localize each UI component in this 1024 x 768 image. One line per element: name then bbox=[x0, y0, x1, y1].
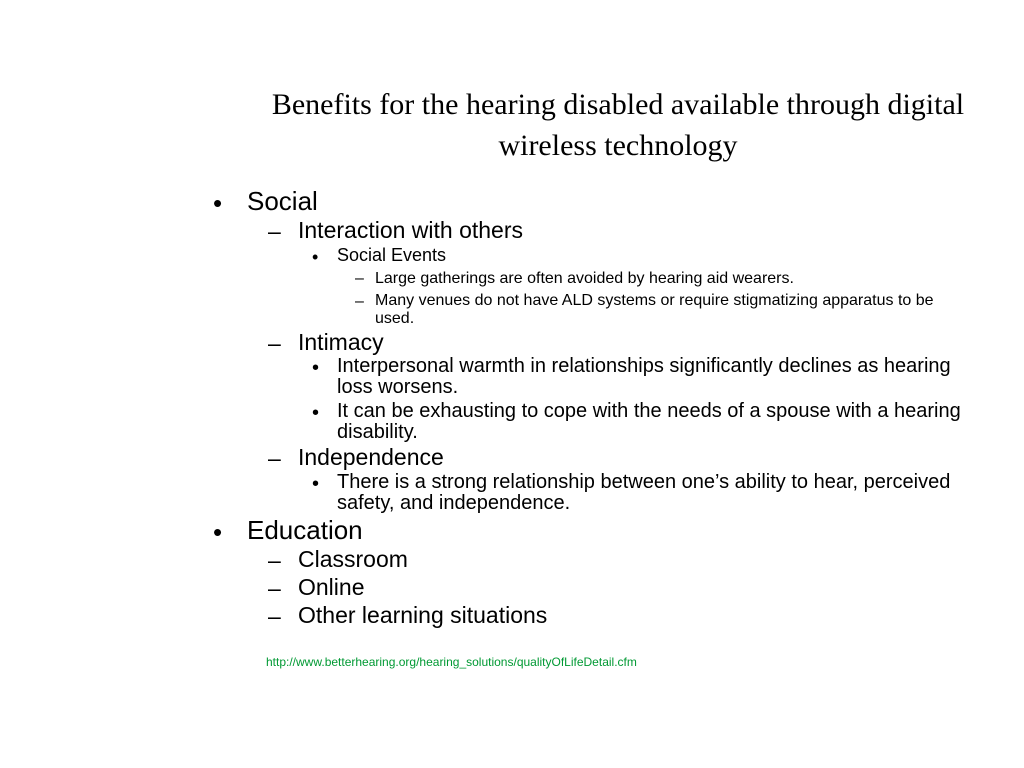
item-strong-relationship: There is a strong relationship between one’s ability to hear, perceived safety, and independence. bbox=[337, 471, 951, 514]
dash-marker: – bbox=[268, 603, 281, 629]
bullet-education: Education bbox=[247, 515, 363, 545]
subbullet-independence: Independence bbox=[298, 444, 444, 470]
bullet-marker: • bbox=[213, 188, 223, 218]
bullet-marker: • bbox=[213, 517, 223, 547]
detail-venues: Many venues do not have ALD systems or require stigmatizing apparatus to be used. bbox=[375, 292, 934, 327]
subbullet-interaction: Interaction with others bbox=[298, 217, 524, 243]
bullet-marker: • bbox=[312, 247, 319, 267]
dash-marker: – bbox=[268, 547, 281, 573]
item-interpersonal-warmth: Interpersonal warmth in relationships significantly declines as hearing loss worsens. bbox=[337, 355, 951, 398]
slide-title: Benefits for the hearing disabled available through digital wireless technology bbox=[271, 88, 965, 162]
bullet-marker: • bbox=[312, 402, 320, 424]
bullet-marker: • bbox=[312, 357, 320, 379]
dash-marker: – bbox=[355, 270, 364, 287]
bullet-social: Social bbox=[247, 186, 318, 216]
item-social-events: Social Events bbox=[337, 245, 447, 265]
item-exhausting-cope: It can be exhausting to cope with the needs of a spouse with a hearing disability. bbox=[337, 400, 961, 443]
bullet-marker: • bbox=[312, 473, 320, 495]
subbullet-classroom: Classroom bbox=[298, 546, 408, 572]
detail-large-gatherings: Large gatherings are often avoided by hearing aid wearers. bbox=[375, 270, 794, 287]
subbullet-online: Online bbox=[298, 574, 365, 600]
subbullet-intimacy: Intimacy bbox=[298, 329, 384, 355]
subbullet-other-learning: Other learning situations bbox=[298, 602, 548, 628]
dash-marker: – bbox=[268, 330, 281, 356]
dash-marker: – bbox=[268, 218, 281, 244]
dash-marker: – bbox=[268, 445, 281, 471]
dash-marker: – bbox=[355, 293, 364, 310]
source-link[interactable]: http://www.betterhearing.org/hearing_solutions/qualityOfLifeDetail.cfm bbox=[266, 655, 637, 669]
dash-marker: – bbox=[268, 575, 281, 601]
